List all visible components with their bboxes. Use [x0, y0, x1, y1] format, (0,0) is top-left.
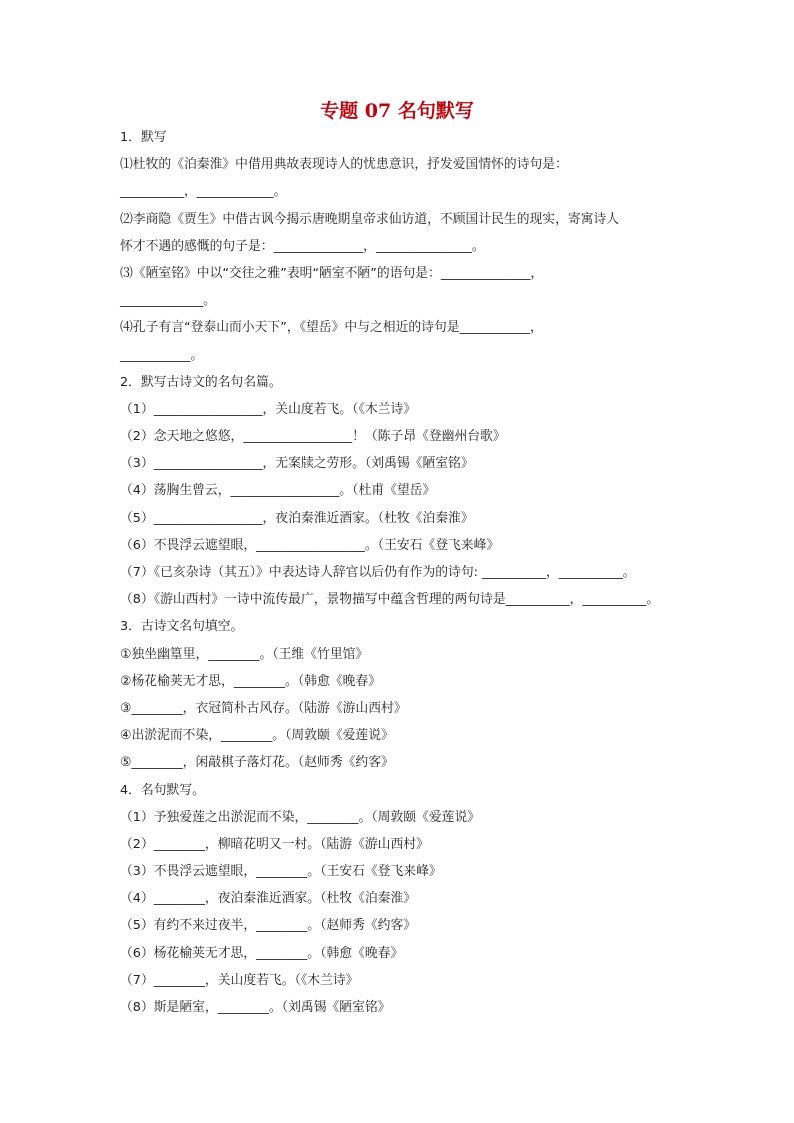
question-2 — [120, 369, 690, 614]
answer-line: _____________。 — [120, 293, 216, 309]
question-line: ②杨花榆荚无才思，________。（韩愈《晚春》 — [120, 673, 382, 689]
question-line: ③________，衣冠简朴古风存。（陆游《游山西村》 — [120, 700, 407, 716]
question-line: （5）有约不来过夜半，________。（赵师秀《约客》 — [120, 918, 417, 934]
question-heading: 2．默写古诗文的名句名篇。 — [120, 374, 282, 390]
question-line: （2）念天地之悠悠，_________________！（陈子昂《登幽州台歌》 — [120, 429, 506, 445]
question-line: ⑴杜牧的《泊秦淮》中借用典故表现诗人的忧患意识，抒发爱国情怀的诗句是： — [120, 157, 568, 173]
question-line: （2）________，柳暗花明又一村。（陆游《游山西村》 — [120, 836, 429, 852]
question-heading: 4．名句默写。 — [120, 782, 205, 798]
answer-line: ___________。 — [120, 347, 204, 363]
question-line: （3）不畏浮云遮望眼，________。（王安石《登飞来峰》 — [120, 864, 442, 880]
question-line: （6）不畏浮云遮望眼，_________________。（王安石《登飞来峰》 — [120, 537, 500, 553]
question-3 — [120, 613, 690, 776]
question-line: （1）予独爱莲之出淤泥而不染，________。（周敦颐《爱莲说》 — [120, 809, 481, 825]
question-line: ⑶《陋室铭》中以“交往之雅”表明“陋室不陋”的语句是：______________， — [120, 265, 544, 281]
question-line: （4）荡胸生曾云，_________________。（杜甫《望岳》 — [120, 483, 436, 499]
question-list — [120, 124, 690, 1021]
question-line: 怀才不遇的感慨的句子是：______________，_______________。 — [120, 238, 485, 254]
answer-line: __________，____________。 — [120, 184, 287, 200]
question-line: ⑷孔子有言“登泰山而小天下”，《望岳》中与之相近的诗句是___________， — [120, 320, 543, 336]
question-line: （8）斯是陋室，________。（刘禹锡《陋室铭》 — [120, 1000, 391, 1015]
question-line: （8）《游山西村》一诗中流传最广，景物描写中蕴含哲理的两句诗是__________，__________。 — [120, 592, 660, 608]
question-line: （7）《已亥杂诗（其五）》中表达诗人辞官以后仍有作为的诗句: __________，__________。 — [120, 565, 636, 580]
question-4 — [120, 777, 690, 1022]
question-heading: 3．古诗文名句填空。 — [120, 619, 244, 635]
question-line: （1）_________________，关山度若飞。（《木兰诗》 — [120, 401, 417, 417]
question-line: ⑵李商隐《贾生》中借古讽今揭示唐晚期皇帝求仙访道，不顾国计民生的现实，寄寓诗人 — [120, 211, 620, 227]
question-heading: 1．默写 — [120, 130, 167, 145]
question-line: （5）_________________，夜泊秦淮近酒家。（杜牧《泊秦淮》 — [120, 510, 474, 526]
question-line: ⑤________，闲敲棋子落灯花。（赵师秀《约客》 — [120, 755, 394, 771]
question-line: （7）________，关山度若飞。（《木兰诗》 — [120, 972, 359, 988]
question-line: ④出淤泥而不染，________。（周敦颐《爱莲说》 — [120, 728, 394, 744]
question-1 — [120, 124, 690, 369]
question-line: （4）________，夜泊秦淮近酒家。（杜牧《泊秦淮》 — [120, 891, 417, 907]
question-line: ①独坐幽篁里，________。（王维《竹里馆》 — [120, 646, 369, 662]
page-title: 专题 07 名句默写 — [320, 100, 474, 122]
question-line: （6）杨花榆荚无才思，________。（韩愈《晚春》 — [120, 945, 404, 961]
question-line: （3）_________________，无案牍之劳形。（刘禹锡《陋室铭》 — [120, 456, 474, 472]
